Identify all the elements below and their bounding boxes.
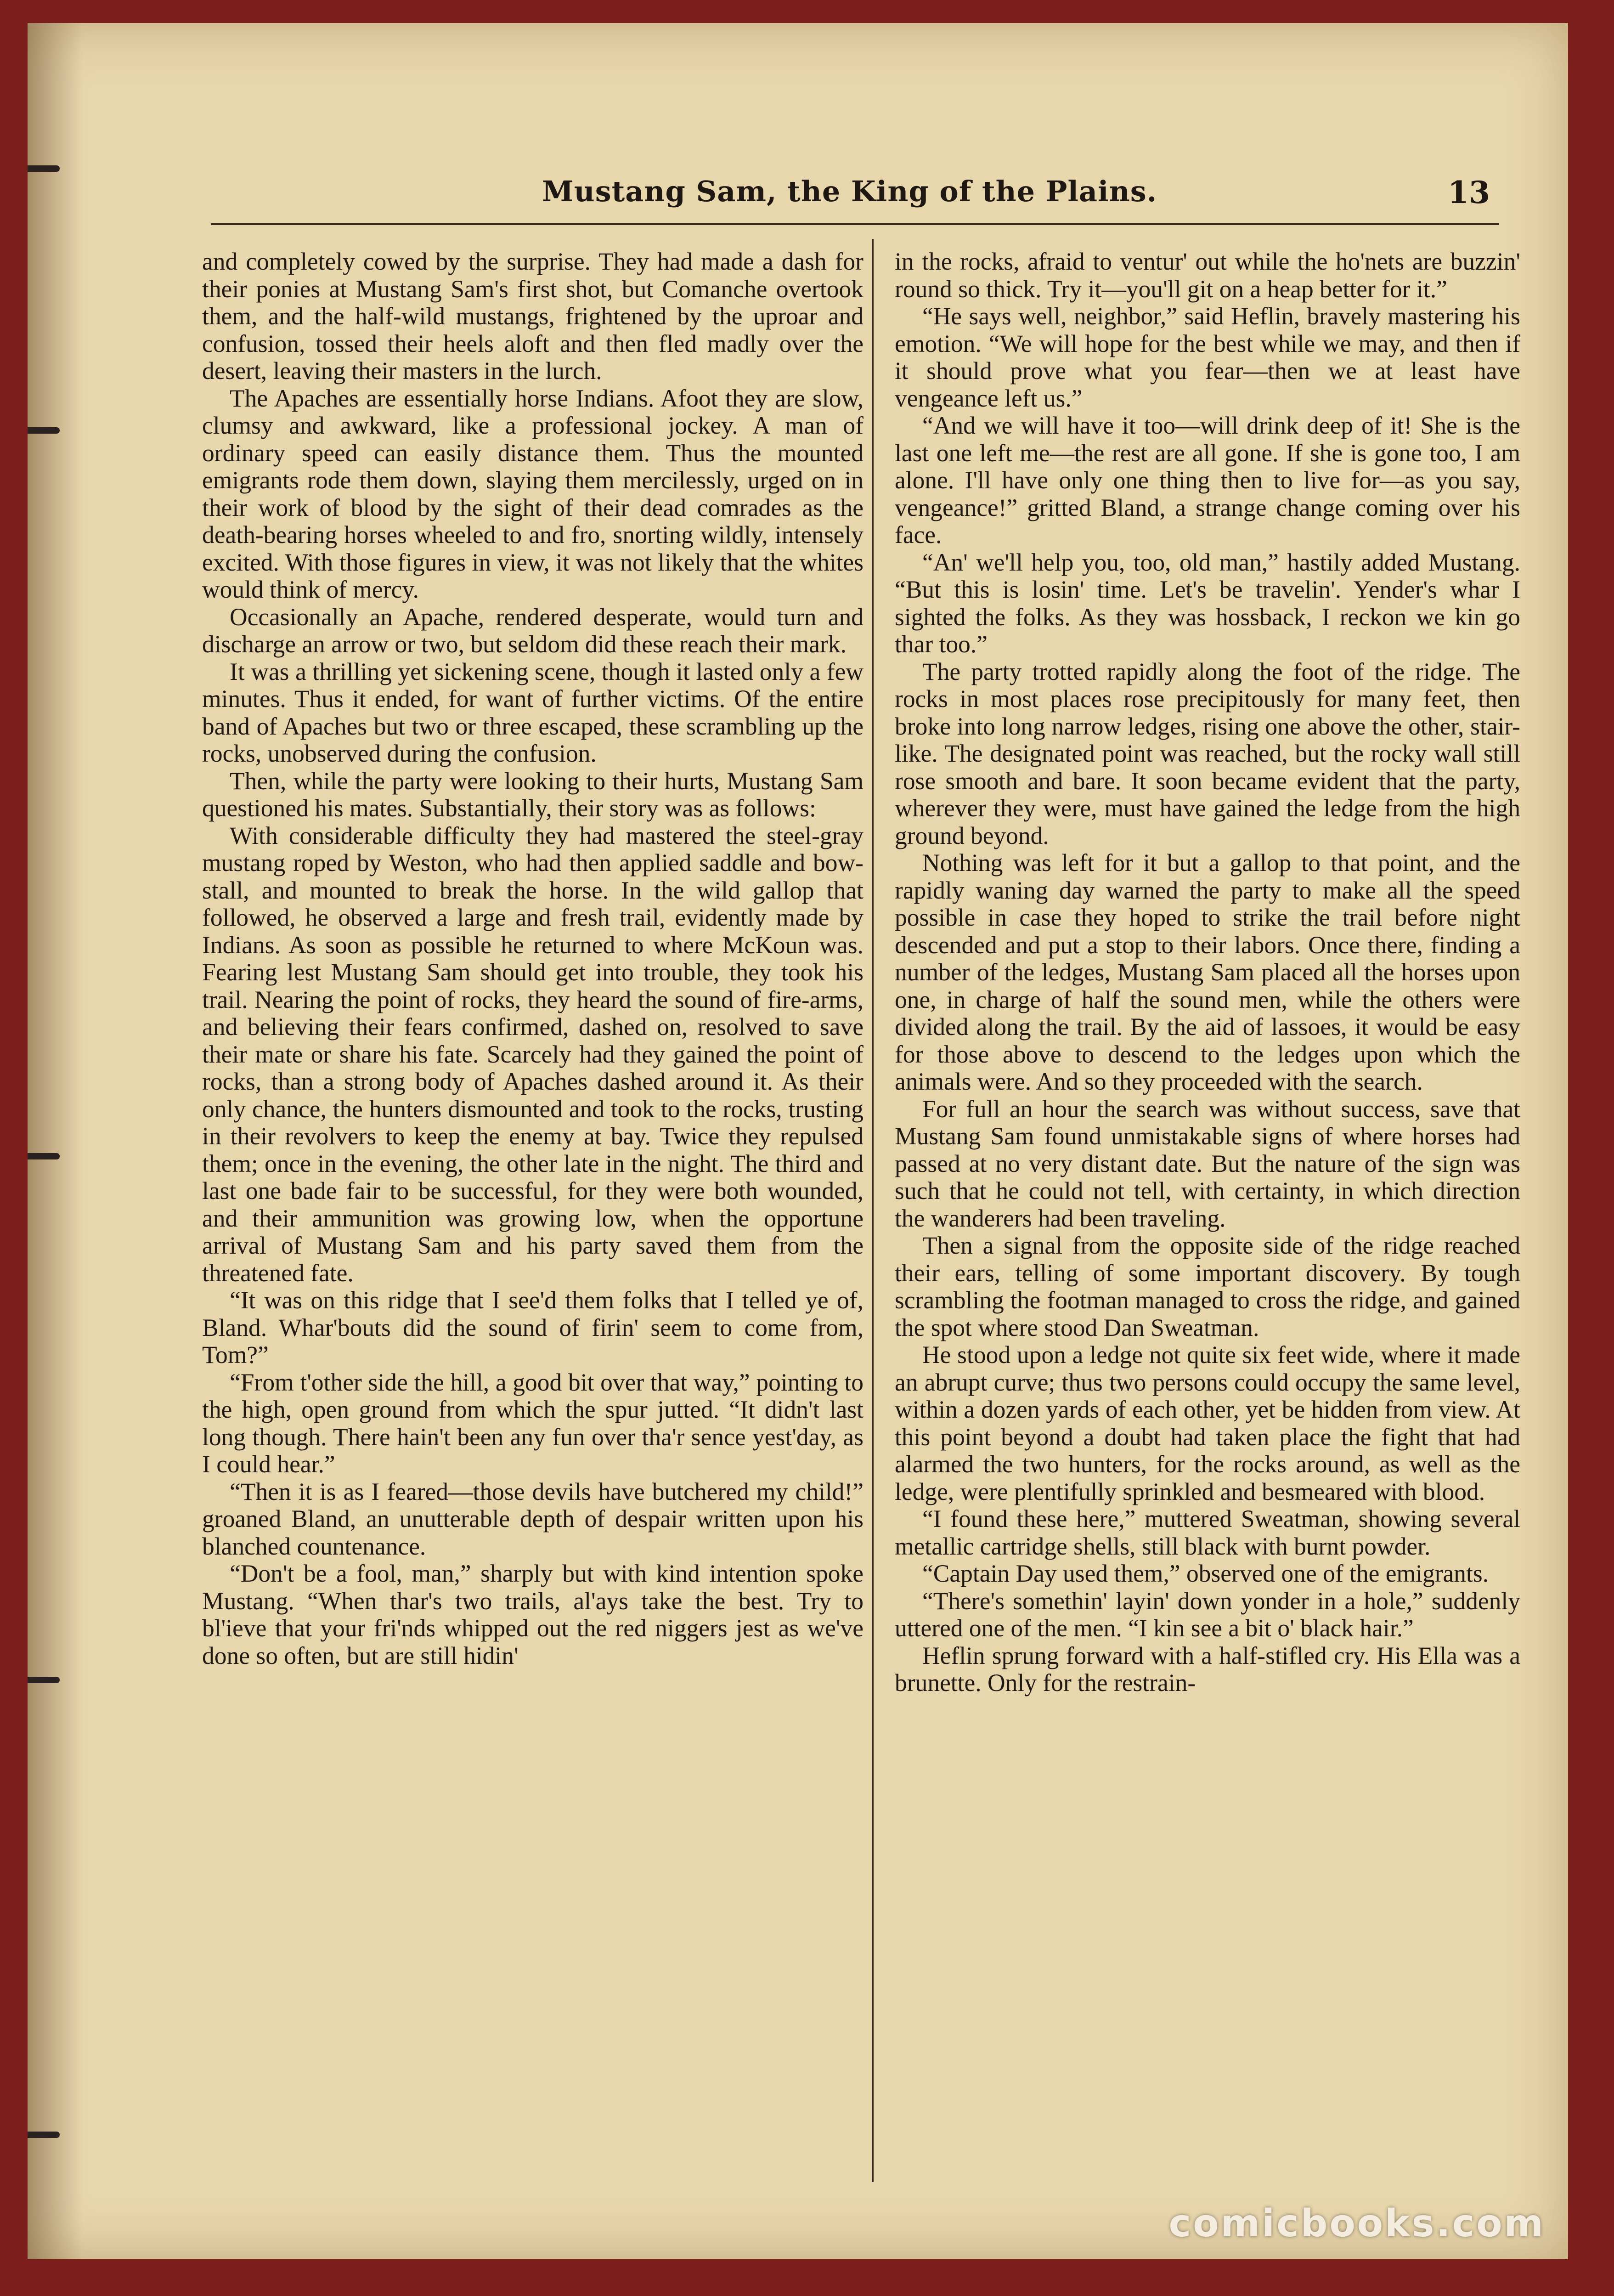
binding-staple-mark (28, 1153, 60, 1159)
paragraph: Nothing was left for it but a gallop to that point, and the rapidly waning day warned the party to make all the speed possible in case they hoped to strike the trail before night descended and put a stop to their labors. Once there, finding a number of the ledges, Mustang Sam placed all the horses upon one, in charge of half the sound men, while the others were divided along the trail. By the aid of lassoes, it would be easy for those above to descend to the ledges upon which the animals were. And so they proceeded with the search. (895, 849, 1520, 1095)
paragraph: Then, while the party were looking to their hurts, Mustang Sam questioned his mates. Substantially, their story was as follows: (202, 767, 863, 822)
paragraph: “From t'other side the hill, a good bit over that way,” pointing to the high, open ground from which the spur jutted. “It didn't last long though. There hain't been any fun over tha'r sence yest'day, as I could hear.” (202, 1368, 863, 1478)
left-text-column (202, 248, 863, 2200)
magazine-page (28, 23, 1568, 2259)
binding-staple-mark (28, 2132, 60, 2138)
site-watermark: comicbooks.com (1168, 2202, 1545, 2245)
paragraph: “It was on this ridge that I see'd them folks that I telled ye of, Bland. Whar'bouts did the sound of firin' seem to come from, Tom?” (202, 1286, 863, 1369)
binding-staple-mark (28, 165, 60, 172)
paragraph: “Don't be a fool, man,” sharply but with kind intention spoke Mustang. “When thar's two trails, al'ays take the best. Try to bl'ieve that your fri'nds whipped out the red niggers jest as we've done so often, but are still hidin' (202, 1560, 863, 1669)
paragraph: “He says well, neighbor,” said Heflin, bravely mastering his emotion. “We will hope for the best while we may, and then if it should prove what you fear—then we at least have vengeance left us.” (895, 302, 1520, 412)
running-header (211, 161, 1499, 225)
paragraph: “There's somethin' layin' down yonder in a hole,” suddenly uttered one of the men. “I kin see a bit o' black hair.” (895, 1587, 1520, 1642)
binding-staple-mark (28, 1677, 60, 1683)
paragraph: “Captain Day used them,” observed one of the emigrants. (922, 1560, 1489, 1587)
paragraph: For full an hour the search was without success, save that Mustang Sam found unmistakable signs of where horses had passed at no very distant date. But the nature of the sign was such that he could not tell, with certainty, in which direction the wanderers had been traveling. (895, 1095, 1520, 1232)
paragraph: Occasionally an Apache, rendered desperate, would turn and discharge an arrow or two, but seldom did these reach their mark. (202, 603, 863, 658)
paragraph: He stood upon a ledge not quite six feet wide, where it made an abrupt curve; thus two persons could occupy the same level, within a dozen yards of each other, yet be hidden from view. At this point beyond a doubt had taken place the fight that had alarmed the two hunters, for the rocks around, as well as the ledge, were plentifully sprinkled and besmeared with blood. (895, 1341, 1520, 1505)
paragraph: “And we will have it too—will drink deep of it! She is the last one left me—the rest are all gone. If she is gone too, I am alone. I'll have only one thing then to live for—as you say, vengeance!” gritted Bland, a strange change coming over his face. (895, 412, 1520, 549)
paragraph: Heflin sprung forward with a half-stifled cry. His Ella was a brunette. Only for the restrain- (895, 1641, 1520, 1697)
right-text-column (868, 248, 1520, 2200)
paragraph: “Then it is as I feared—those devils have butchered my child!” groaned Bland, an unutterable depth of despair written upon his blanched countenance. (202, 1477, 863, 1560)
paragraph: The party trotted rapidly along the foot of the ridge. The rocks in most places rose precipitously for many feet, then broke into long narrow ledges, rising one above the other, stair-like. The designated point was reached, but the rocky wall still rose smooth and bare. It soon became evident that the party, wherever they were, must have gained the ledge from the high ground beyond. (895, 657, 1520, 849)
paragraph: The Apaches are essentially horse Indians. Afoot they are slow, clumsy and awkward, like a professional jockey. A man of ordinary speed can easily distance them. Thus the mounted emigrants rode them down, slaying them mercilessly, urged on in their work of blood by the sight of their dead comrades as the death-bearing horses wheeled to and fro, snorting wildly, intensely excited. With those figures in view, it was not likely that the whites would think of mercy. (202, 384, 863, 603)
paragraph: in the rocks, afraid to ventur' out while the ho'nets are buzzin' round so thick. Try it—you'll git on a heap better for it.” (895, 248, 1520, 303)
paragraph: With considerable difficulty they had mastered the steel-gray mustang roped by Weston, who had then applied saddle and bow-stall, and mounted to break the horse. In the wild gallop that followed, he observed a large and fresh trail, evidently made by Indians. As soon as possible he returned to where McKoun was. Fearing lest Mustang Sam should get into trouble, they took his trail. Nearing the point of rocks, they heard the sound of fire-arms, and believing their fears confirmed, dashed on, resolved to save their mate or share his fate. Scarcely had they gained the point of rocks, than a strong body of Apaches dashed around it. As their only chance, the hunters dismounted and took to the rocks, trusting in their revolvers to keep the enemy at bay. Twice they repulsed them; once in the evening, the other late in the night. The third and last one bade fair to be successful, for they were both wounded, and their ammunition was growing low, when the opportune arrival of Mustang Sam and his party saved them from the threatened fate. (202, 821, 863, 1287)
page-fold-shadow (28, 23, 83, 2259)
paragraph: Then a signal from the opposite side of the ridge reached their ears, telling of some important discovery. By tough scrambling the footman managed to cross the ridge, and gained the spot where stood Dan Sweatman. (895, 1232, 1520, 1341)
paragraph: and completely cowed by the surprise. They had made a dash for their ponies at Mustang Sam's first shot, but Comanche overtook them, and the half-wild mustangs, frightened by the uproar and confusion, tossed their heels aloft and then fled madly over the desert, leaving their masters in the lurch. (202, 248, 863, 385)
paragraph: “An' we'll help you, too, old man,” hastily added Mustang. “But this is losin' time. Let's be travelin'. Yender's whar I sighted the folks. As they was hossback, I reckon we kin go thar too.” (895, 548, 1520, 658)
binding-staple-mark (28, 427, 60, 434)
paragraph: “I found these here,” muttered Sweatman, showing several metallic cartridge shells, still black with burnt powder. (895, 1505, 1520, 1560)
paragraph: It was a thrilling yet sickening scene, though it lasted only a few minutes. Thus it ended, for want of further victims. Of the entire band of Apaches but two or three escaped, these scrambling up the rocks, unobserved during the confusion. (202, 657, 863, 767)
page-number: 13 (1448, 175, 1490, 210)
page-title: Mustang Sam, the King of the Plains. (542, 175, 1157, 208)
